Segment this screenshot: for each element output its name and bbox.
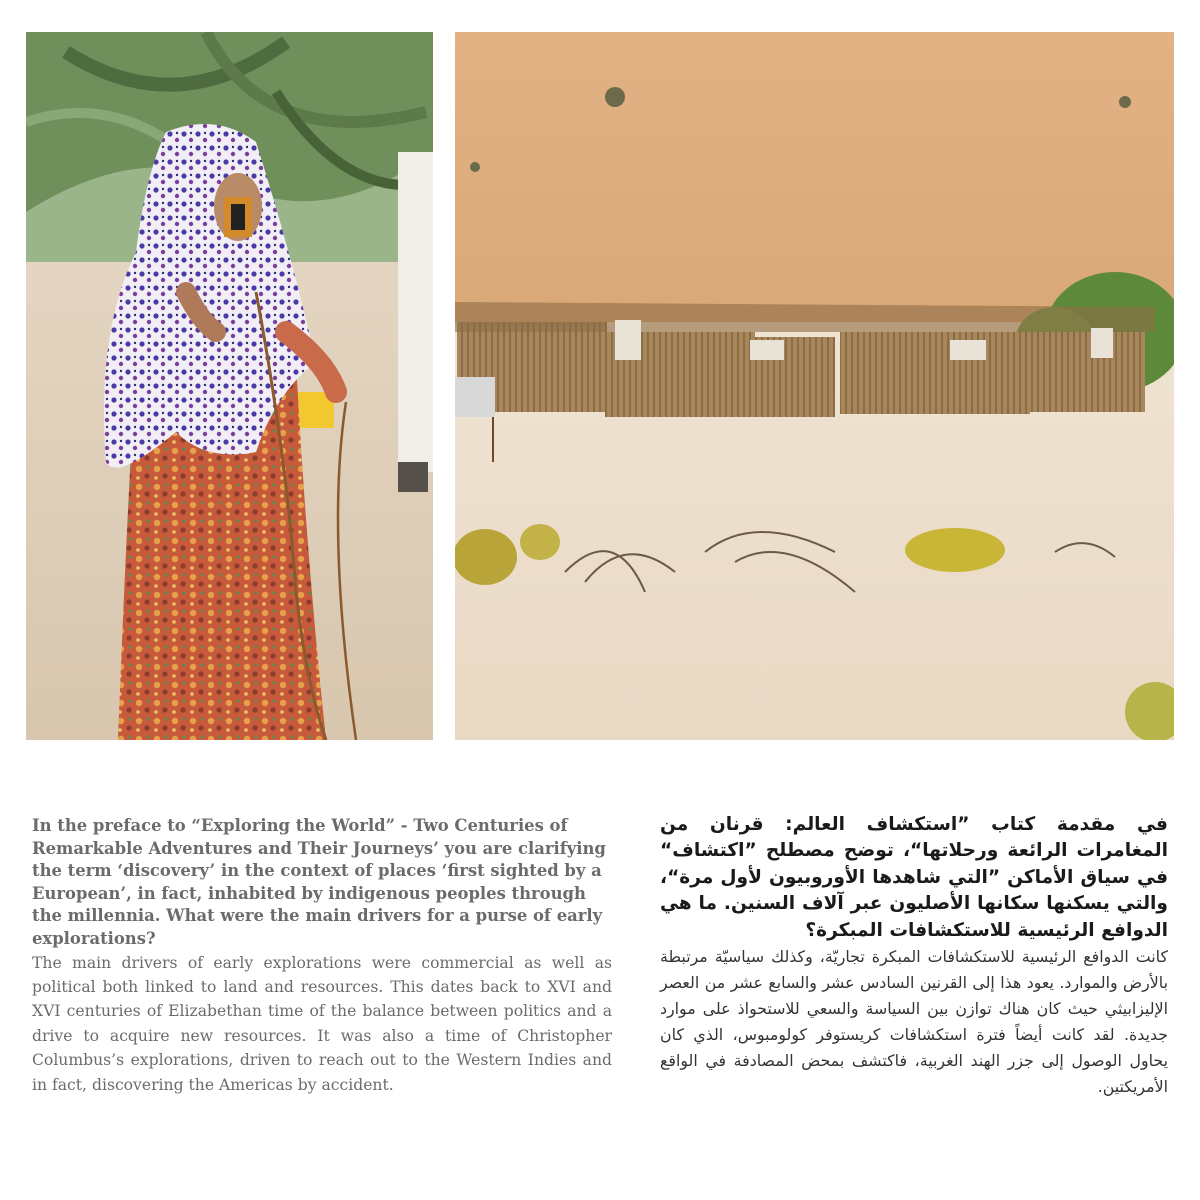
photo-desert-huts [455,32,1174,740]
english-column [32,815,612,1097]
arabic-column [660,812,1168,1100]
english-question: In the preface to “Exploring the World” - Two Centuries of Remarkable Adventures and Their Journeys’ you are clarifying the term ‘discovery’ in the context of places ‘first sighted by a European’, in fact, inhabited by indigenous peoples through the millennia. What were the main drivers for a purse of early explorations? [32,816,606,948]
arabic-answer: كانت الدوافع الرئيسية للاستكشافات المبكرة تجاريّة، وكذلك سياسيّة مرتبطة بالأرض والموارد. يعود هذا إلى القرنين السادس عشر والسابع عشر من العصر الإليزابيثي حيث كان هناك توازن بين السياسة والسعي للاستحواذ على موارد جديدة. لقد كانت أيضاً فترة استكشافات كريستوفر كولومبوس، الذي كان يحاول الوصول إلى جزر الهند الغربية، فاكتشف بمحض المصادفة في الواقع الأمريكتين. [660,947,1168,1097]
english-answer: The main drivers of early explorations were commercial as well as political both linked to land and resources. This dates back to XVI and XVI centuries of Elizabethan time of the balance between politics and a drive to acquire new resources. It was also a time of Christopher Columbus’s explorations, driven to reach out to the Western Indies and in fact, discovering the Americas by accident. [32,953,612,1094]
arabic-question: في مقدمة كتاب ”استكشاف العالم: قرنان من المغامرات الرائعة ورحلاتها“، توضح مصطلح ”اكتشاف“ في سياق الأماكن ”التي شاهدها الأوروبيون لأول مرة“، والتي يسكنها سكانها الأصليون عبر آلاف السنين. ما هي الدوافع الرئيسية للاستكشافات المبكرة؟ [660,814,1168,941]
photo-woman-weaving-illustration [26,32,433,740]
photo-woman-weaving [26,32,433,740]
photo-desert-huts-illustration [455,32,1174,740]
